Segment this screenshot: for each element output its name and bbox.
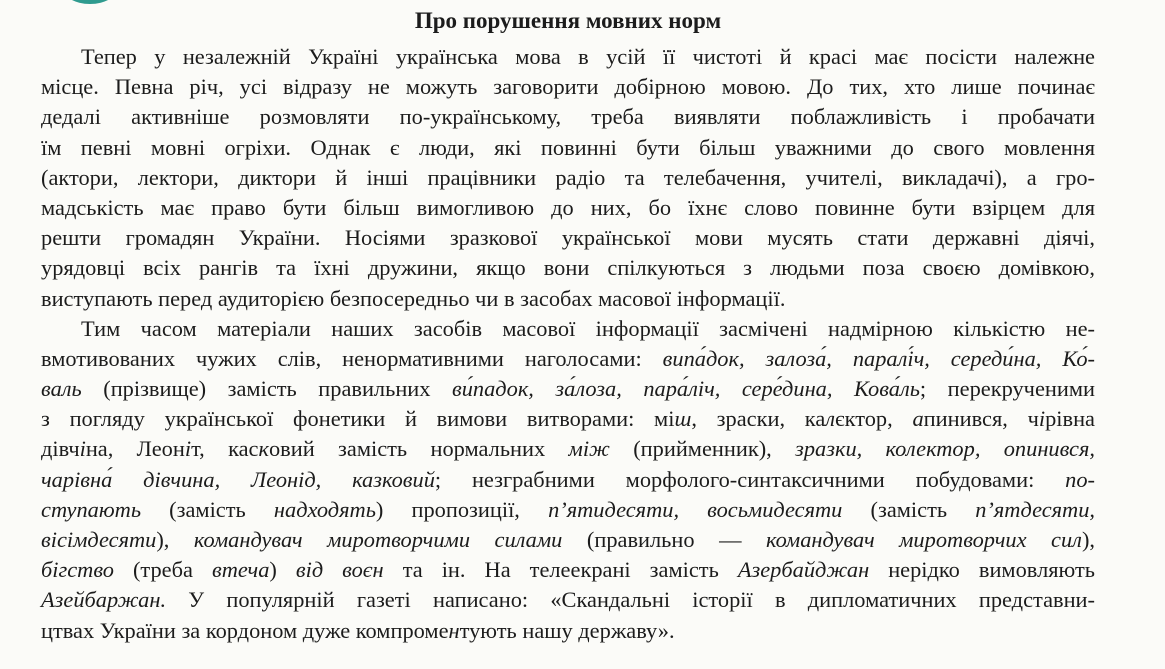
italic-example: чарівна́ дівчина, Леонід, казковий [41, 466, 435, 492]
italic-example: ви́падок, за́лоза, пара́ліч, сере́дина, Кова́ль [452, 376, 920, 402]
text-line: Тепер у незалежній Україні українська мова в усій її чистоті й красі має посісти належне [81, 44, 1095, 69]
text-segment: ; перекрученими [919, 376, 1096, 402]
text-segment: (правильно — [562, 527, 766, 552]
italic-example: зразки, колектор, опинився, [795, 436, 1095, 462]
italic-letter: к [258, 436, 269, 462]
text-segment: ), [1081, 527, 1095, 552]
text-segment: (прийменник), [609, 436, 796, 462]
text-line: урядовці всіх рангів та їхні дружини, якщо вони спілкуються з людьми поза своєю домівкою, [41, 255, 1095, 281]
page-title: Про порушення мовних норм [414, 8, 722, 33]
text-segment: (замість [141, 496, 274, 522]
text-segment: (прізвище) замість правильних [81, 376, 452, 402]
text-line [41, 404, 1095, 434]
text-segment: ; незграбними морфолого-синтаксичними побудовами: [434, 466, 1066, 492]
text-segment: У популярній газеті написано: «Скандальні історії в дипломатичних представни- [166, 587, 1095, 613]
italic-letter: ш [674, 406, 692, 432]
italic-example: Азейбаржан. [41, 587, 167, 613]
text-segment: тують нашу державу». [459, 617, 675, 643]
text-segment: ), [156, 527, 194, 552]
italic-example: бігство [41, 557, 114, 583]
text-segment: овий замість нормальних [268, 436, 569, 462]
italic-letter: і [79, 436, 86, 462]
paragraph-2 [41, 314, 1095, 646]
italic-example: Азербайджан [737, 557, 870, 583]
text-line [41, 495, 1095, 525]
document-page [41, 6, 1095, 646]
text-line: місце. Певна річ, усі відразу не можуть заговорити добірною мовою. До тих, хто лише починає [41, 74, 1095, 100]
italic-letter: н [448, 617, 460, 643]
text-line [41, 616, 1095, 646]
italic-letter: і [184, 436, 192, 462]
text-line [41, 525, 1095, 555]
text-line [41, 555, 1095, 585]
text-line: дедалі активніше розмовляти по-українському, треба виявляти поблажливість і пробачати [41, 104, 1095, 130]
text-segment: рівна [1045, 406, 1095, 432]
italic-example: вісімдесяти [41, 527, 157, 552]
italic-example: ступають [41, 496, 142, 522]
text-segment: , зраски, ка [691, 406, 826, 432]
italic-example: втеча [211, 557, 270, 583]
italic-example: між [568, 436, 610, 462]
italic-letter: л [825, 406, 836, 432]
decorative-corner-arc [62, 0, 118, 4]
italic-example: командувач миротворчими силами [193, 527, 563, 552]
text-line: виступають перед аудиторією безпосередньо чи в засобах масової інформації. [41, 285, 786, 311]
text-segment: та ін. На телеекрані замість [383, 557, 738, 583]
text-segment: вмотивованих чужих слів, ненормативними наголосами: [41, 345, 663, 371]
text-segment: з погляду української фонетики й вимови витворами: мі [41, 406, 675, 432]
text-segment: на, Леон [85, 436, 185, 462]
text-line [41, 585, 1095, 615]
text-line: мадськість має право бути більш вимогливою до них, бо їхнє слово повинне бути взірцем для [41, 194, 1095, 220]
text-line: Тим часом матеріали наших засобів масової інформації засмічені надмірною кількістю не- [81, 315, 1095, 341]
text-line: решти громадян України. Носіями зразкової української мови мусять стати державні діячі, [41, 225, 1095, 251]
text-line [41, 465, 1095, 495]
text-line [41, 344, 1095, 374]
italic-example: від воєн [295, 557, 384, 583]
text-line [41, 374, 1095, 404]
italic-example: валь [41, 376, 82, 402]
italic-example: випа́док, залоза́, паралі́ч, середи́на, Ко́- [662, 345, 1095, 371]
text-segment: єктор, [835, 406, 913, 432]
paragraph-1 [41, 42, 1095, 314]
italic-example: командувач миротворчих сил [765, 527, 1082, 552]
text-line: їм певні мовні огріхи. Однак є люди, які повинні бути більш уважними до свого мовлення [41, 134, 1095, 160]
italic-example: п’ятдесяти, [975, 496, 1096, 522]
text-segment: дівч [41, 436, 80, 462]
text-segment: ) [269, 557, 296, 583]
italic-letter: і [1038, 406, 1046, 432]
text-segment: цтвах України за кордоном дуже компроме [41, 617, 449, 643]
text-segment: (замість [842, 496, 976, 522]
text-segment: (треба [113, 557, 212, 583]
text-segment: пинився, ч [923, 406, 1039, 432]
text-segment: нерідко вимовляють [869, 557, 1095, 583]
italic-letter: а [912, 406, 924, 432]
italic-example: по- [1065, 466, 1095, 492]
text-line: (актори, лектори, диктори й інші працівники радіо та телебачення, учителі, викладачі), а гро- [41, 164, 1095, 190]
text-segment: ) пропозиції, [375, 496, 549, 522]
text-segment: т, кас [191, 436, 259, 462]
text-line [41, 434, 1095, 464]
italic-example: п’ятидесяти, восьмидесяти [548, 496, 843, 522]
italic-example: надходять [273, 496, 376, 522]
